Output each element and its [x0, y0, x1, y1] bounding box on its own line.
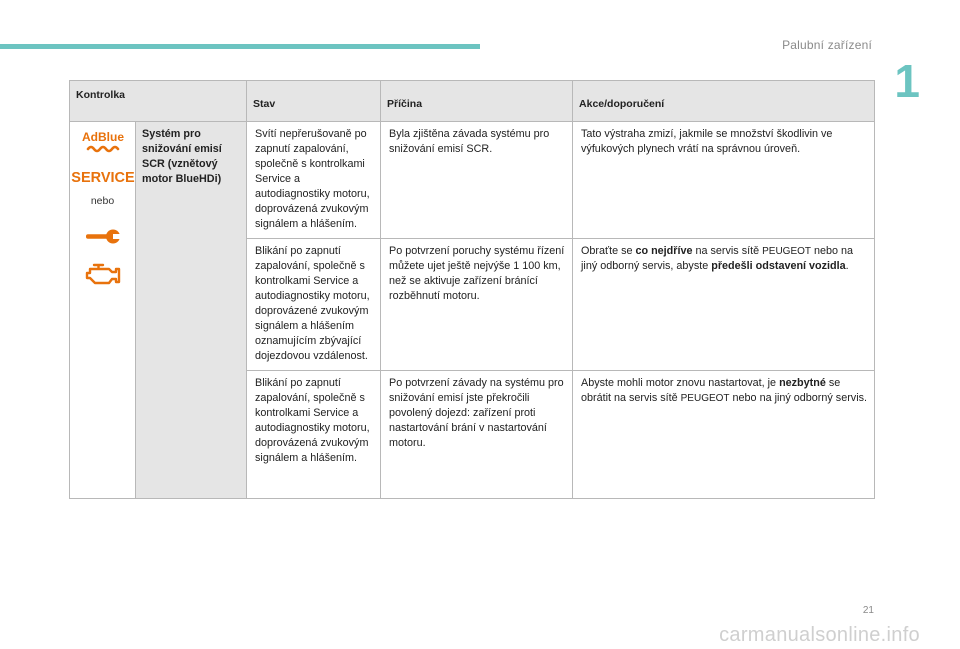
- adblue-label: AdBlue: [81, 130, 124, 144]
- brand-name: PEUGEOT: [762, 246, 812, 257]
- accent-bar: [0, 44, 480, 49]
- wrench-icon: [83, 223, 123, 245]
- system-name-cell: Systém pro snižování emisí SCR (vznětový motor BlueHDi): [136, 122, 247, 499]
- watermark: carmanualsonline.info: [719, 624, 920, 646]
- page-number: 21: [862, 605, 874, 616]
- akce-cell: Tato výstraha zmizí, jakmile se množství škodlivin ve výfukových plynech vrátí na správnou úroveň.: [573, 122, 875, 239]
- table-row: [70, 122, 875, 239]
- column-header-kontrolka: Kontrolka: [70, 81, 247, 122]
- stav-cell: Blikání po zapnutí zapalování, společně s kontrolkami Service a autodiagnostiky motoru, doprovázené zvukovým signálem a hlášením oznamujícím zbývající dojezdovou vzdálenost.: [247, 239, 381, 371]
- engine-icon: [83, 259, 123, 291]
- pricina-cell: Po potvrzení závady na systému pro snižování emisí jste překročili povolený dojezd: zařízení proti nastartování brání v nastartování motoru.: [381, 371, 573, 499]
- service-icon: [70, 166, 135, 186]
- stav-cell: Blikání po zapnutí zapalování, společně s kontrolkami Service a autodiagnostiky motoru, doprovázená zvukovým signálem a hlášením.: [247, 371, 381, 499]
- column-header-pricina: Příčina: [381, 81, 573, 122]
- chapter-number: 1: [894, 55, 920, 107]
- akce-cell: Obraťte se co nejdříve na servis sítě PEUGEOT nebo na jiný odborný servis, abyste předešli odstavení vozidla.: [573, 239, 875, 371]
- or-text: nebo: [90, 195, 115, 207]
- brand-name: PEUGEOT: [680, 393, 730, 404]
- service-label: SERVICE: [70, 170, 135, 186]
- column-header-stav: Stav: [247, 81, 381, 122]
- table-header-row: [70, 81, 875, 122]
- akce-cell: Abyste mohli motor znovu nastartovat, je nezbytné se obrátit na servis sítě PEUGEOT nebo na jiný odborný servis.: [573, 371, 875, 499]
- column-header-akce: Akce/doporučení: [573, 81, 875, 122]
- stav-cell: Svítí nepřerušovaně po zapnutí zapalování, společně s kontrolkami Service a autodiagnostiky motoru, doprovázená zvukovým signálem a hlášením.: [247, 122, 381, 239]
- pricina-cell: Po potvrzení poruchy systému řízení můžete ujet ještě nejvýše 1 100 km, než se aktivuje zařízení bránící rozběhnutí motoru.: [381, 239, 573, 371]
- adblue-icon: [77, 128, 129, 154]
- section-title: Palubní zařízení: [782, 38, 872, 52]
- icons-cell: [70, 122, 136, 499]
- warning-light-table: [69, 80, 875, 499]
- pricina-cell: Byla zjištěna závada systému pro snižování emisí SCR.: [381, 122, 573, 239]
